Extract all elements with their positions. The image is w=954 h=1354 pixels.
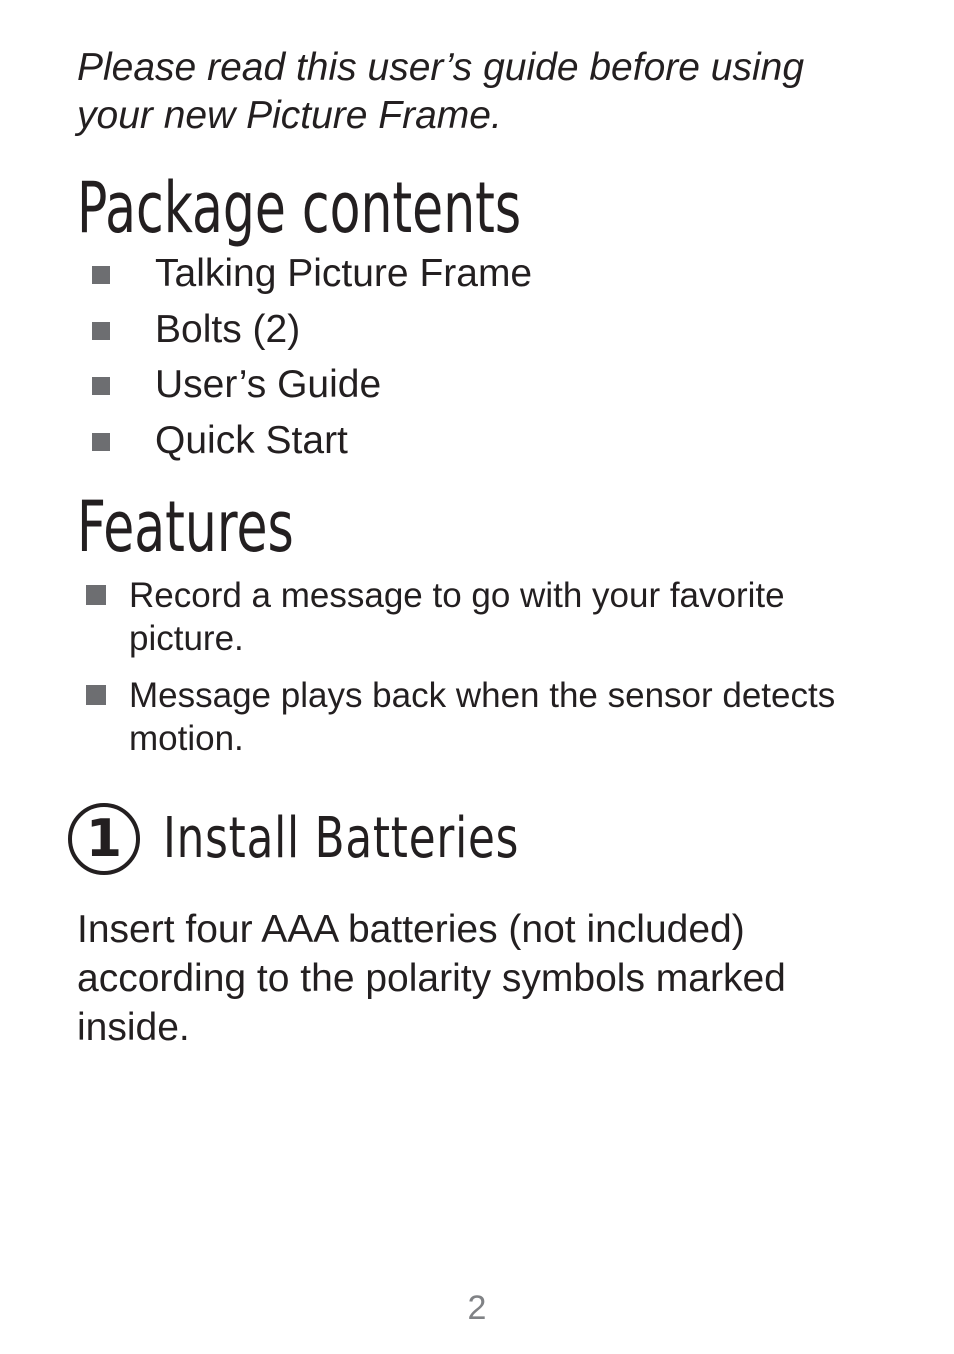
square-bullet-icon (92, 433, 110, 451)
square-bullet-icon (92, 377, 110, 395)
feature-text: Message plays back when the sensor detects motion. (129, 676, 836, 758)
step-number-badge: 1 (68, 803, 140, 875)
list-item (92, 413, 532, 469)
step-instructions: Insert four AAA batteries (not included) according to the polarity symbols marked inside. (77, 908, 786, 1049)
square-bullet-icon (92, 266, 110, 284)
features-list (86, 574, 876, 774)
list-item-label: Talking Picture Frame (155, 252, 533, 295)
list-item (92, 302, 532, 358)
features-heading: Features (77, 486, 294, 568)
list-item (86, 674, 876, 760)
list-item-label: User’s Guide (155, 363, 382, 406)
square-bullet-icon (92, 322, 110, 340)
intro-note: Please read this user’s guide before using your new Picture Frame. (77, 46, 805, 137)
feature-text: Record a message to go with your favorite picture. (129, 576, 785, 658)
page-number: 2 (467, 1289, 487, 1327)
list-item (92, 246, 532, 302)
step-title: Install Batteries (163, 806, 520, 871)
list-item (92, 357, 532, 413)
list-item-label: Quick Start (155, 418, 348, 462)
list-item (86, 574, 876, 660)
package-contents-list (92, 246, 532, 468)
square-bullet-icon (86, 685, 106, 705)
package-contents-heading: Package contents (77, 167, 522, 249)
list-item-label: Bolts (2) (155, 307, 301, 351)
square-bullet-icon (86, 585, 106, 605)
